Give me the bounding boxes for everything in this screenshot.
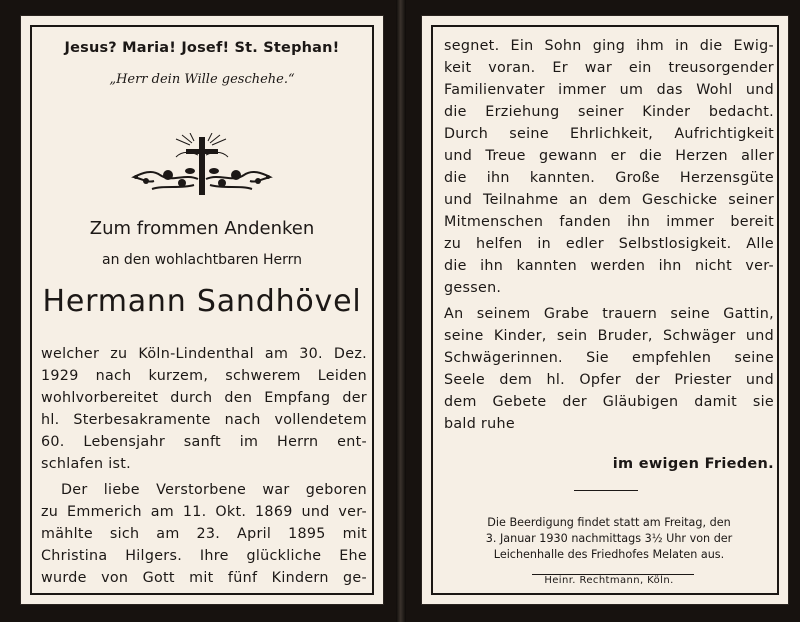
text-line: dem Gebete der Gläubigen damit sie — [444, 394, 774, 410]
text-line: Christina Hilgers. Ihre glückliche Ehe — [41, 548, 367, 564]
text-line: An seinem Grabe trauern seine Gattin, — [444, 306, 774, 322]
text-line: keit voran. Er war ein treusorgender — [444, 60, 774, 76]
text-line: schlafen ist. — [41, 456, 132, 472]
text-line: 60. Lebensjahr sanft im Herrn ent- — [41, 434, 367, 450]
remembrance-heading: Zum frommen Andenken — [89, 218, 315, 239]
left-memorial-page — [20, 15, 384, 605]
text-line: die ihn kannten werden ihn nicht ver- — [444, 258, 774, 274]
text-line: und Treue gewann er die Herzen aller — [444, 148, 774, 164]
text-line: die ihn kannten. Große Herzensgüte — [444, 170, 774, 186]
right-memorial-page — [421, 15, 789, 605]
text-line: gessen. — [444, 280, 502, 296]
text-line: segnet. Ein Sohn ging ihm in die Ewig- — [444, 38, 774, 54]
text-line: mählte sich am 23. April 1895 mit — [41, 526, 367, 542]
funeral-note-line: Die Beerdigung findet statt am Freitag, den — [487, 516, 731, 529]
text-line: wohlvorbereitet durch den Empfang der — [41, 390, 367, 406]
text-line: Seele dem hl. Opfer der Priester und — [444, 372, 774, 388]
motto: „Herr dein Wille geschehe.“ — [109, 72, 295, 87]
text-line: Schwägerinnen. Sie empfehlen seine — [444, 350, 774, 366]
funeral-note-line: Leichenhalle des Friedhofes Melaten aus. — [493, 548, 725, 561]
text-line: zu helfen in edler Selbstlosigkeit. Alle — [444, 236, 774, 252]
text-line: die Erziehung seiner Kinder bedacht. — [444, 104, 774, 120]
funeral-note-line: 3. Januar 1930 nachmittags 3½ Uhr von der — [485, 532, 733, 545]
text-line: Mitmenschen fanden ihn immer bereit — [444, 214, 774, 230]
text-line: 1929 nach kurzem, schwerem Leiden — [41, 368, 367, 384]
deceased-name: Hermann Sandhövel — [42, 284, 362, 319]
text-line: zu Emmerich am 11. Okt. 1869 und ver- — [41, 504, 367, 520]
closing-phrase: im ewigen Frieden. — [612, 456, 774, 472]
text-line: wurde von Gott mit fünf Kindern ge- — [41, 570, 367, 586]
text-line: hl. Sterbesakramente nach vollendetem — [41, 412, 367, 428]
card-fold — [396, 0, 406, 622]
text-line: Familienvater immer um das Wohl und — [444, 82, 774, 98]
text-line: seine Kinder, sein Bruder, Schwäger und — [444, 328, 774, 344]
saints-invocation: Jesus? Maria! Josef! St. Stephan! — [64, 40, 340, 56]
text-line: bald ruhe — [444, 416, 515, 432]
section-divider — [574, 490, 638, 491]
text-line: welcher zu Köln-Lindenthal am 30. Dez. — [41, 346, 367, 362]
cross-ornament-icon — [124, 133, 280, 201]
printer-credit: Heinr. Rechtmann, Köln. — [544, 575, 674, 586]
text-line: Durch seine Ehrlichkeit, Aufrichtigkeit — [444, 126, 774, 142]
text-line: und Teilnahme an dem Geschicke seiner — [444, 192, 774, 208]
text-line: Der liebe Verstorbene war geboren — [61, 482, 367, 498]
honorific-line: an den wohlachtbaren Herrn — [101, 252, 303, 268]
